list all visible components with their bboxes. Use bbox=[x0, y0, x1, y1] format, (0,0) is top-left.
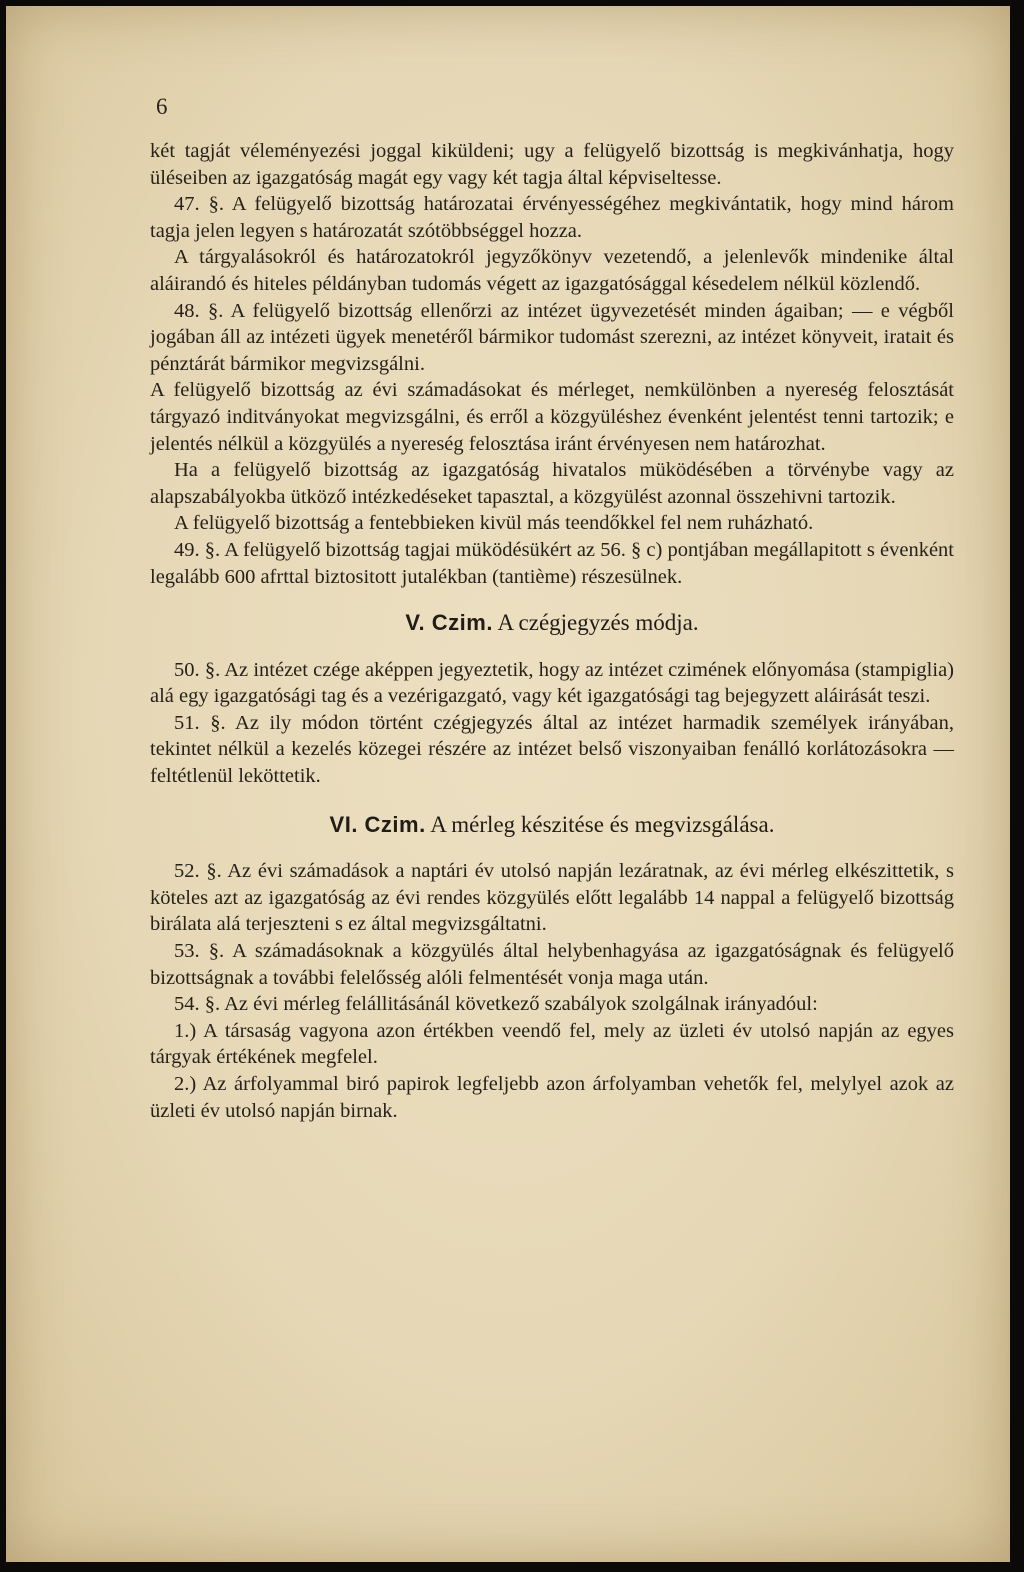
paragraph: A tárgyalásokról és határozatokról jegyzőkönyv vezetendő, a jelenlevők mindenike által aláirandó és hiteles példányban tudomás végett az igazgatósággal késedelem nélkül közlendő. bbox=[150, 246, 954, 295]
paragraph: 50. §. Az intézet czége aképpen jegyeztetik, hogy az intézet czimének előnyomása (stampiglia) alá egy igazgatósági tag és a vezérigazgató, vagy két igazgatósági tag bejegyzett aláirását teszi. bbox=[150, 658, 954, 708]
paragraph: 49. §. A felügyelő bizottság tagjai müködésükért az 56. § c) pontjában megállapitott s évenként legalább 600 afrttal biztositott jutalékban (tantième) részesülnek. bbox=[150, 538, 954, 588]
paragraph: A felügyelő bizottság az évi számadásokat és mérleget, nemkülönben a nyereség felosztását tárgyazó inditványokat megvizsgálni, és erről a közgyüléshez évenként jelentést tenni tartozik; e jelentés nélkül a közgyülés a nyereség felosztása iránt érvényesen nem határozhat. bbox=[150, 379, 954, 455]
paragraph: 48. §. A felügyelő bizottság ellenőrzi az intézet ügyvezetését minden ágaiban; — e végből jogában áll az intézeti ügyek menetéről bármikor tudomást szerezni, az intézet könyveit, iratait és pénztárát bármikor megvizsgálni. bbox=[150, 299, 954, 375]
paragraph: két tagját véleményezési joggal kiküldeni; ugy a felügyelő bizottság is megkivánhatja, hogy üléseiben az igazgatóság magát egy vagy két tagja által képviseltesse. bbox=[150, 140, 954, 189]
section-label: VI. Czim. bbox=[329, 811, 426, 837]
section-heading-v bbox=[150, 610, 954, 637]
paragraph: 53. §. A számadásoknak a közgyülés által helybenhagyása az igazgatóságnak és felügyelő bizottságnak a további felelősség alóli felmentését vonja maga után. bbox=[150, 940, 954, 989]
paragraph: 54. §. Az évi mérleg felállitásánál következő szabályok szolgálnak irányadóul: bbox=[174, 993, 818, 1016]
page-number: 6 bbox=[156, 94, 168, 119]
list-item: 1.) A társaság vagyona azon értékben veendő fel, mely az üzleti év utolsó napján az egyes tárgyak értékének megfelel. bbox=[150, 1019, 954, 1069]
section-heading-vi bbox=[150, 812, 954, 839]
paragraph: Ha a felügyelő bizottság az igazgatóság hivatalos müködésében a törvénybe vagy az alapszabályokba ütköző intézkedéseket tapasztal, a közgyülést azonnal összehivni tartozik. bbox=[150, 459, 954, 508]
list-item: 2.) Az árfolyammal biró papirok legfeljebb azon árfolyamban vehetők fel, melylyel azok az üzleti év utolsó napján birnak. bbox=[150, 1073, 954, 1122]
paragraph: A felügyelő bizottság a fentebbieken kivül más teendőkkel fel nem ruházható. bbox=[174, 512, 814, 535]
section-title: A czégjegyzés módja. bbox=[497, 610, 699, 636]
paragraph: 52. §. Az évi számadások a naptári év utolsó napján lezáratnak, az évi mérleg elkészittetik, s köteles azt az igazgatóság az évi rendes közgyülés előtt legalább 14 nappal a felügyelő bizottság birálata alá terjeszteni s ez által megvizsgáltatni. bbox=[150, 860, 954, 936]
section-label: V. Czim. bbox=[405, 610, 493, 636]
paragraph: 47. §. A felügyelő bizottság határozatai érvényességéhez megkivántatik, hogy mind három tagja jelen legyen s határozatát szótöbbséggel hozza. bbox=[150, 193, 954, 242]
section-title: A mérleg készitése és megvizsgálása. bbox=[430, 811, 775, 837]
paragraph: 51. §. Az ily módon történt czégjegyzés által az intézet harmadik személyek irányában, tekintet nélkül a kezelés közegei részére az intézet belső viszonyaiban fenálló korlátozásokra — feltétlenül leköttetik. bbox=[150, 711, 954, 788]
document-page bbox=[6, 6, 1010, 1562]
body-text bbox=[150, 138, 954, 1124]
